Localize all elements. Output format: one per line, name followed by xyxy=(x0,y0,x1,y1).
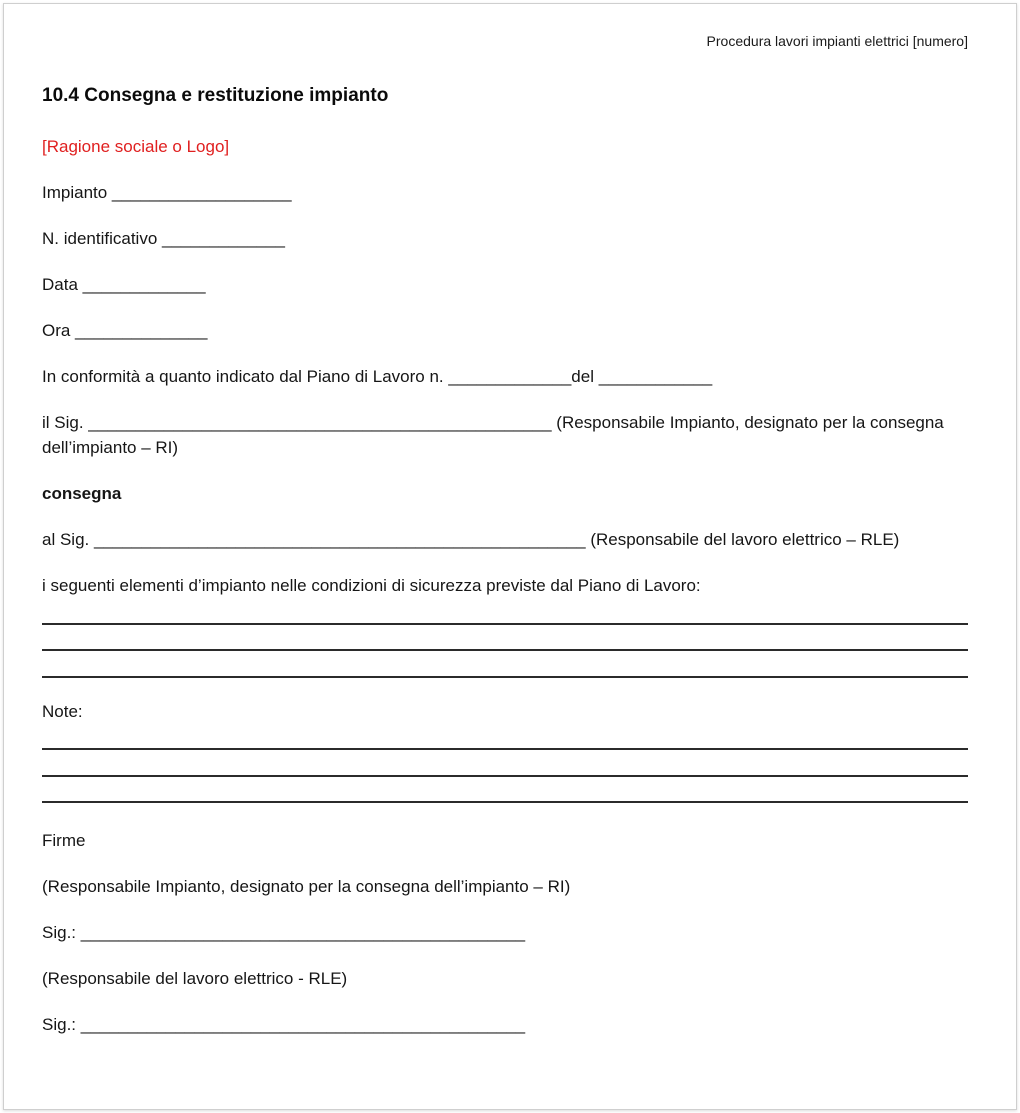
document-page xyxy=(3,3,1017,1110)
writing-line xyxy=(42,598,968,625)
caption-responsabile-impianto: (Responsabile Impianto, designato per la consegna dell’impianto – RI) xyxy=(42,877,571,896)
paragraph-responsabile-impianto: il Sig. _________________________________________________ (Responsabile Impianto, designato per la consegna dell’impianto – RI) xyxy=(42,413,944,457)
page-header-text: Procedura lavori impianti elettrici [numero] xyxy=(706,33,968,49)
label-firme: Firme xyxy=(42,831,86,850)
label-note: Note: xyxy=(42,701,83,721)
field-ora: Ora ______________ xyxy=(42,321,208,340)
writing-lines-elementi xyxy=(42,598,968,678)
signature-line-rle: Sig.: _______________________________________________ xyxy=(42,1015,526,1034)
writing-line xyxy=(42,750,968,777)
writing-lines-note xyxy=(42,724,968,804)
field-impianto: Impianto ___________________ xyxy=(42,183,292,202)
signature-line-ri: Sig.: _______________________________________________ xyxy=(42,923,526,942)
caption-responsabile-lavoro: (Responsabile del lavoro elettrico - RLE) xyxy=(42,969,348,988)
writing-line xyxy=(42,651,968,678)
label-consegna: consegna xyxy=(42,484,122,503)
section-title: 10.4 Consegna e restituzione impianto xyxy=(42,85,389,106)
paragraph-responsabile-lavoro: al Sig. ____________________________________________________ (Responsabile del lavoro elettrico – RLE) xyxy=(42,530,900,549)
company-logo-placeholder: [Ragione sociale o Logo] xyxy=(42,137,230,156)
field-n-identificativo: N. identificativo _____________ xyxy=(42,229,285,248)
paragraph-conformita: In conformità a quanto indicato dal Piano di Lavoro n. _____________del ____________ xyxy=(42,367,713,386)
field-data: Data _____________ xyxy=(42,275,206,294)
paragraph-elementi-impianto: i seguenti elementi d’impianto nelle condizioni di sicurezza previste dal Piano di Lavoro: xyxy=(42,576,701,595)
writing-line xyxy=(42,777,968,804)
writing-line xyxy=(42,724,968,751)
writing-line xyxy=(42,625,968,652)
